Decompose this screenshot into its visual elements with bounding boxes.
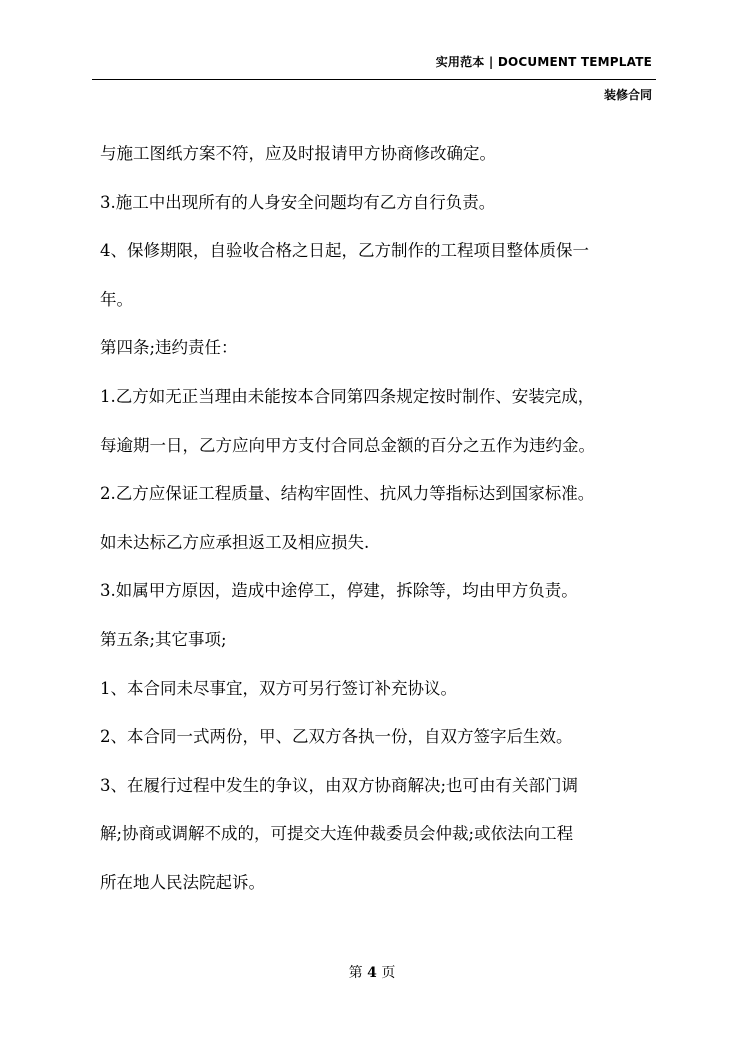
text-line: 3.施工中出现所有的人身安全问题均有乙方自行负责。 — [100, 192, 496, 212]
document-body — [100, 130, 660, 908]
header-title: 实用范本 | DOCUMENT TEMPLATE — [435, 55, 652, 69]
section-heading: 第四条;违约责任： — [100, 338, 238, 358]
header-divider — [92, 79, 656, 80]
text-line: 所在地人民法院起诉。 — [100, 872, 265, 892]
page-number: 4 — [367, 965, 377, 981]
text-line: 3.如属甲方原因，造成中途停工，停建，拆除等，均由甲方负责。 — [100, 581, 578, 601]
page-suffix: 页 — [381, 965, 396, 981]
header-subtitle: 装修合同 — [603, 88, 652, 102]
text-line: 如未达标乙方应承担返工及相应损失. — [100, 532, 370, 552]
section-heading: 第五条;其它事项; — [100, 629, 227, 649]
text-line: 1、本合同未尽事宜，双方可另行签订补充协议。 — [100, 678, 457, 698]
text-line: 3、在履行过程中发生的争议，由双方协商解决;也可由有关部门调 — [100, 775, 579, 795]
text-line: 每逾期一日，乙方应向甲方支付合同总金额的百分之五作为违约金。 — [100, 435, 595, 455]
text-line: 年。 — [100, 289, 133, 309]
text-line: 2、本合同一式两份，甲、乙双方各执一份，自双方签字后生效。 — [100, 727, 573, 747]
text-line: 解;协商或调解不成的，可提交大连仲裁委员会仲裁;或依法向工程 — [100, 824, 574, 844]
text-line: 4、保修期限，自验收合格之日起，乙方制作的工程项目整体质保一 — [100, 241, 589, 261]
text-line: 1.乙方如无正当理由未能按本合同第四条规定按时制作、安装完成， — [100, 386, 595, 406]
text-line: 2.乙方应保证工程质量、结构牢固性、抗风力等指标达到国家标准。 — [100, 484, 595, 504]
page-footer — [0, 962, 744, 982]
page-prefix: 第 — [348, 965, 363, 981]
text-line: 与施工图纸方案不符，应及时报请甲方协商修改确定。 — [100, 144, 496, 163]
